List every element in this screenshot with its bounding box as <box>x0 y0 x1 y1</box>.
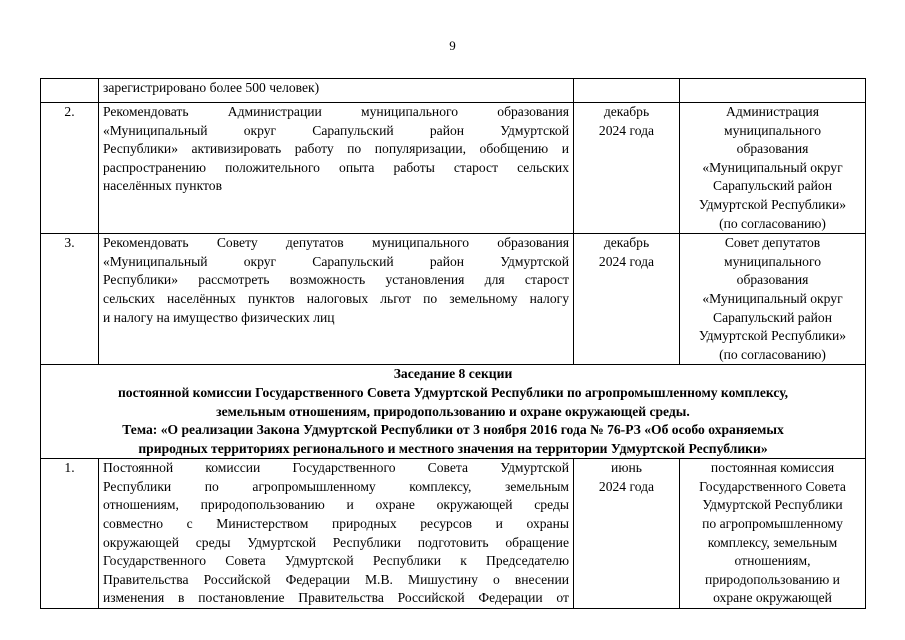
plan-table <box>40 78 866 609</box>
section-header-cell <box>41 365 866 459</box>
row-number-cell: 3. <box>41 234 99 365</box>
responsible-line: отношениям, <box>734 553 811 569</box>
responsible-line: Государственного Совета <box>699 478 846 494</box>
measure-text-line: населённых пунктов <box>103 178 222 194</box>
row-number-cell <box>41 79 99 103</box>
measure-text-cell <box>99 234 574 365</box>
responsible-line: природопользованию и <box>705 571 840 587</box>
responsible-line: (по согласованию) <box>719 346 826 362</box>
responsible-line: муниципального <box>723 122 821 138</box>
table-row <box>41 79 866 103</box>
measure-text-line: зарегистрировано более 500 человек) <box>103 80 320 95</box>
responsible-cell <box>680 103 866 234</box>
row-number-cell: 1. <box>41 459 99 609</box>
measure-text-cell <box>99 103 574 234</box>
responsible-line: Удмуртской Республики» <box>698 196 847 212</box>
measure-text-line: сельских населённых пунктов налоговых льгот по земельному налогу <box>103 290 569 306</box>
responsible-cell <box>680 459 866 609</box>
responsible-line: «Муниципальный округ <box>702 159 843 175</box>
responsible-line: муниципального <box>723 253 821 269</box>
measure-text-line: Республики по агропромышленному комплексу, земельным <box>103 478 569 494</box>
deadline-line: 2024 года <box>598 253 655 269</box>
table-row <box>41 459 866 609</box>
responsible-cell <box>680 79 866 103</box>
section-header-line: Заседание 8 секции <box>393 366 513 382</box>
measure-text-line: и налогу на имущество физических лиц <box>103 309 335 325</box>
deadline-line: декабрь <box>603 235 650 251</box>
responsible-cell <box>680 234 866 365</box>
measure-text-line: отношениям, природопользованию и охране окружающей среды <box>103 497 569 513</box>
measure-text-cell <box>99 79 574 103</box>
responsible-line: Администрация <box>726 104 819 119</box>
section-header-row <box>41 365 866 459</box>
measure-text-line: Рекомендовать Совету депутатов муниципального образования <box>103 235 569 251</box>
table-row <box>41 103 866 234</box>
measure-text-line: Государственного Совета Удмуртской Республики к Председателю <box>103 553 569 569</box>
section-header-line: постоянной комиссии Государственного Совета Удмуртской Республики по агропромышленному комплексу, <box>117 384 789 400</box>
measure-text-line: Правительства Российской Федерации М.В. Мишустину о внесении <box>103 571 569 587</box>
measure-text-line: Постоянной комиссии Государственного Совета Удмуртской <box>103 460 569 476</box>
measure-text-line: окружающей среды Удмуртской Республики подготовить обращение <box>103 534 569 550</box>
responsible-line: Удмуртской Республики» <box>698 328 847 344</box>
row-number-cell: 2. <box>41 103 99 234</box>
page-number: 9 <box>449 38 456 53</box>
deadline-cell <box>574 79 680 103</box>
measure-text-line: «Муниципальный округ Сарапульский район Удмуртской <box>103 122 569 138</box>
responsible-line: комплексу, земельным <box>707 534 838 550</box>
section-header-line: земельным отношениям, природопользованию и охране окружающей среды. <box>216 403 690 419</box>
deadline-line: июнь <box>611 460 642 476</box>
table-row <box>41 234 866 365</box>
deadline-line: 2024 года <box>598 122 655 138</box>
responsible-line: Сарапульский район <box>713 178 832 194</box>
responsible-line: по агропромышленному <box>702 516 843 532</box>
responsible-line: Удмуртской Республики <box>702 497 843 513</box>
deadline-cell <box>574 103 680 234</box>
measure-text-line: «Муниципальный округ Сарапульский район Удмуртской <box>103 253 569 269</box>
responsible-line: образования <box>736 272 809 288</box>
section-header-line: Тема: «О реализации Закона Удмуртской Республики от 3 ноября 2016 года № 76-РЗ «Об особо охраняемых <box>122 422 784 438</box>
responsible-line: «Муниципальный округ <box>702 290 843 306</box>
responsible-line: охране окружающей <box>713 590 832 606</box>
measure-text-line: совместно с Министерством природных ресурсов и охраны <box>103 516 569 532</box>
measure-text-line: Республики» активизировать работу по популяризации, обобщению и <box>103 141 569 157</box>
deadline-line: декабрь <box>603 104 650 119</box>
measure-text-cell <box>99 459 574 609</box>
deadline-line: 2024 года <box>598 478 655 494</box>
measure-text-line: Республики» рассмотреть возможность установления для старост <box>103 272 569 288</box>
deadline-cell <box>574 459 680 609</box>
section-header-line: природных территориях регионального и местного значения на территории Удмуртской Республики» <box>138 440 768 456</box>
measure-text-line: Рекомендовать Администрации муниципального образования <box>103 104 569 119</box>
responsible-line: образования <box>736 141 809 157</box>
responsible-line: (по согласованию) <box>719 215 826 231</box>
deadline-cell <box>574 234 680 365</box>
responsible-line: Сарапульский район <box>713 309 832 325</box>
responsible-line: Совет депутатов <box>724 235 821 251</box>
responsible-line: постоянная комиссия <box>710 460 835 476</box>
measure-text-line: распространению положительного опыта работы старост сельских <box>103 159 569 175</box>
measure-text-line: изменения в постановление Правительства Российской Федерации от <box>103 590 569 606</box>
